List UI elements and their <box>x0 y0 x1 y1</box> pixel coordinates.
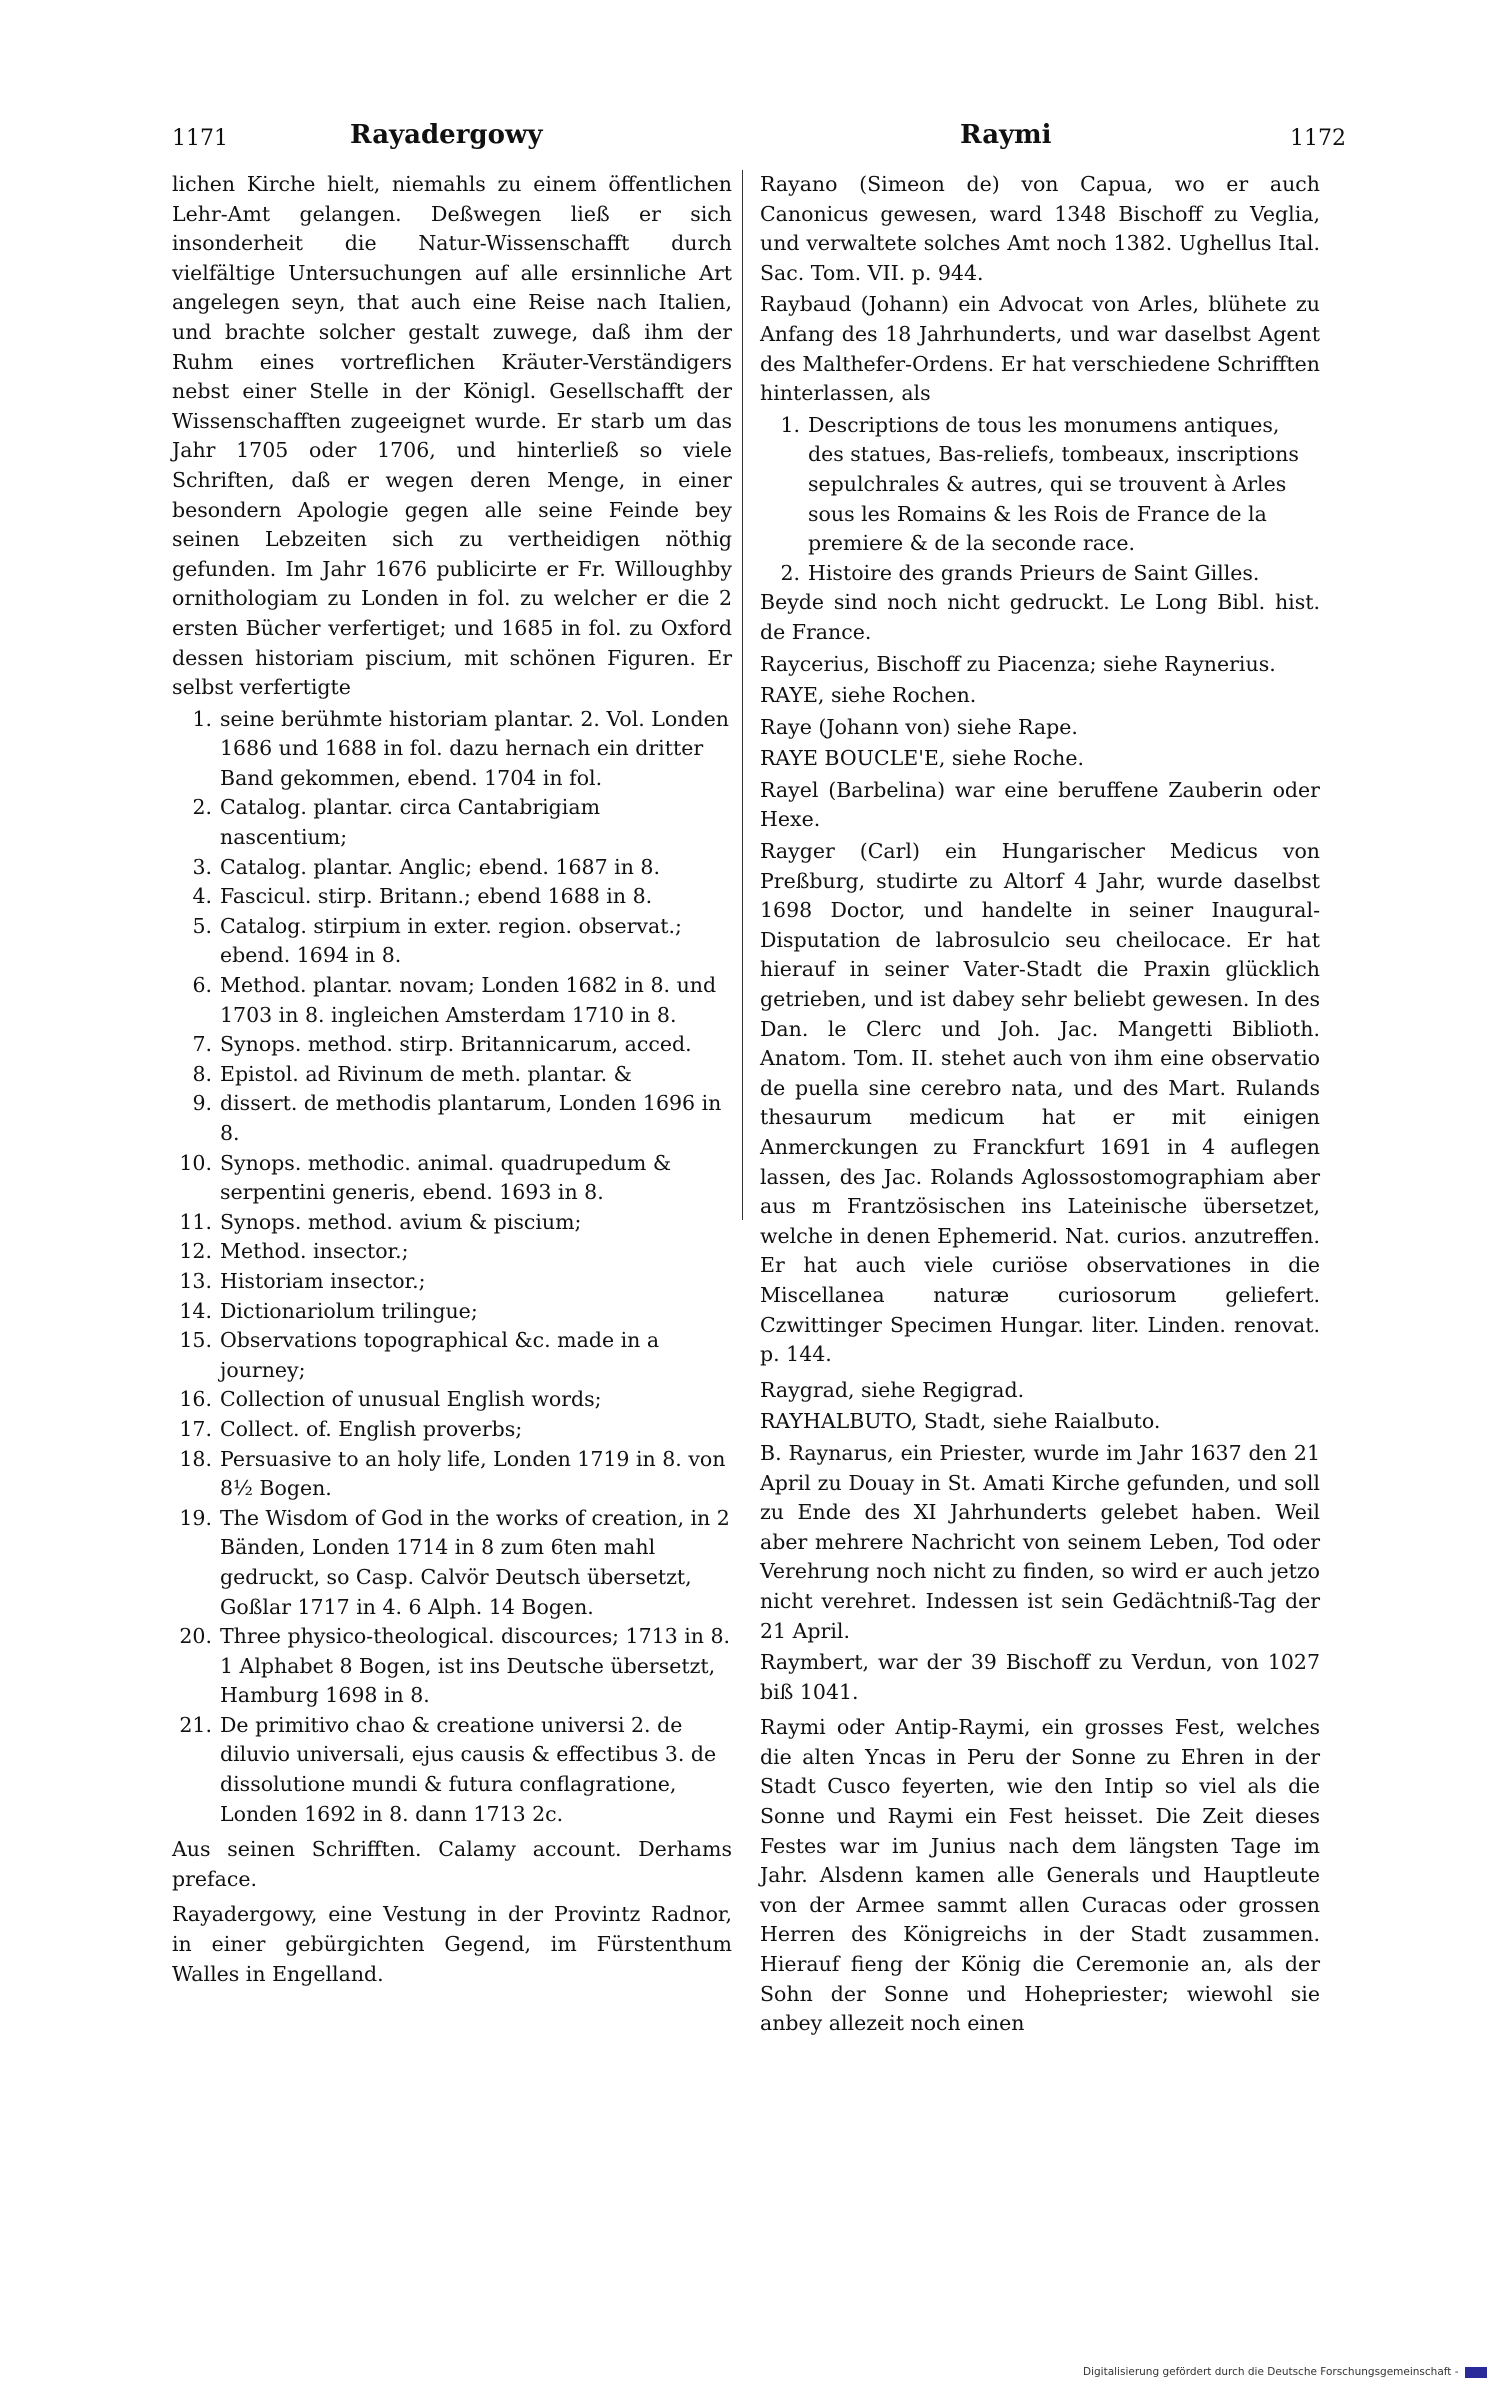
running-title-left: Rayadergowy <box>350 120 543 150</box>
item-text: seine berühmte historiam plantar. 2. Vol. Londen 1686 und 1688 in fol. dazu hernach ein dritter Band gekommen, ebend. 1704 in fol. <box>220 706 729 790</box>
list-item <box>172 705 732 794</box>
entry-raye-johann: Raye (Johann von) siehe Rape. <box>760 714 1078 739</box>
item-text: dissert. de methodis plantarum, Londen 1696 in 8. <box>220 1091 722 1145</box>
left-column <box>172 170 732 1991</box>
entry-raynarus: B. Raynarus, ein Priester, wurde im Jahr 1637 den 21 April zu Douay in St. Amati Kirche gefunden, und soll zu Ende des XI Jahrhunderts gelebet haben. Weil aber mehrere Nachricht von seinem Leben, Tod oder Verehrung noch nicht zu finden, so wird er auch jetzo nicht verehret. Indessen ist sein Gedächtniß-Tag der 21 April. <box>760 1440 1320 1643</box>
item-text: Descriptions de tous les monumens antiques, des statues, Bas-reliefs, tombeaux, inscriptions sepulchrales & autres, qui se trouvent à Arles sous les Romains & les Rois de France de la premiere & de la seconde race. <box>808 412 1299 556</box>
item-number: 9. <box>192 1091 212 1116</box>
item-number: 15. <box>179 1328 212 1353</box>
item-number: 10. <box>179 1150 212 1175</box>
item-text: Synops. method. stirp. Britannicarum, acced. <box>220 1032 692 1057</box>
entry-rayel: Rayel (Barbelina) war eine beruffene Zauberin oder Hexe. <box>760 777 1320 832</box>
item-text: Historiam insector.; <box>220 1268 426 1293</box>
list-item <box>172 1030 732 1060</box>
item-number: 11. <box>179 1209 212 1234</box>
dfg-logo-icon <box>1465 2367 1487 2378</box>
list-item <box>172 1267 732 1297</box>
list-item <box>172 1297 732 1327</box>
item-number: 7. <box>192 1032 212 1057</box>
item-text: Dictionariolum trilingue; <box>220 1298 478 1323</box>
list-item <box>172 1326 732 1385</box>
list-item <box>172 853 732 883</box>
item-text: Catalog. plantar. circa Cantabrigiam nascentium; <box>220 795 601 850</box>
list-item <box>172 912 732 971</box>
item-text: Method. insector.; <box>220 1239 409 1264</box>
entry-raybaud: Raybaud (Johann) ein Advocat von Arles, blühete zu Anfang des 18 Jahrhunderts, und war daselbst Agent des Malthefer-Ordens. Er hat verschiedene Schrifften hinterlassen, als <box>760 292 1320 406</box>
item-text: Collect. of. English proverbs; <box>220 1416 523 1441</box>
item-number: 3. <box>192 854 212 879</box>
page-header <box>160 118 1350 164</box>
list-item <box>172 793 732 852</box>
entry-raye: RAYE, siehe Rochen. <box>760 683 977 708</box>
entry-raycerius: Raycerius, Bischoff zu Piacenza; siehe Raynerius. <box>760 651 1276 676</box>
list-item <box>172 1622 732 1711</box>
item-number: 6. <box>192 973 212 998</box>
list-item <box>172 1445 732 1504</box>
list-item <box>172 1149 732 1208</box>
item-number: 4. <box>192 884 212 909</box>
raybaud-works-list <box>760 411 1320 589</box>
list-item <box>760 559 1320 589</box>
credit-text: Digitalisierung gefördert durch die Deutsche Forschungsgemeinschaft - <box>1083 2366 1459 2378</box>
works-list <box>172 705 732 1830</box>
item-text: Observations topographical &c. made in a journey; <box>220 1328 660 1382</box>
column-divider <box>742 170 743 1220</box>
item-number: 17. <box>179 1416 212 1441</box>
digitization-credit <box>1083 2366 1487 2378</box>
item-number: 21. <box>179 1712 212 1737</box>
entry-raygrad: Raygrad, siehe Regigrad. <box>760 1377 1025 1402</box>
item-number: 2. <box>192 795 212 820</box>
item-number: 18. <box>179 1446 212 1471</box>
item-number: 8. <box>192 1061 212 1086</box>
list-item <box>172 1089 732 1148</box>
item-text: Synops. method. avium & piscium; <box>220 1209 582 1234</box>
item-text: Synops. methodic. animal. quadrupedum & serpentini generis, ebend. 1693 in 8. <box>220 1150 672 1205</box>
sources-line: Aus seinen Schrifften. Calamy account. Derhams preface. <box>172 1837 732 1891</box>
item-number: 5. <box>192 913 212 938</box>
book-page <box>160 118 1350 2268</box>
list-item <box>172 882 732 912</box>
running-title-right: Raymi <box>960 120 1052 150</box>
item-number: 14. <box>179 1298 212 1323</box>
right-column <box>760 170 1320 2041</box>
entry-rayhalbuto: RAYHALBUTO, Stadt, siehe Raialbuto. <box>760 1409 1161 1434</box>
item-number: 20. <box>179 1624 212 1649</box>
list-item <box>172 1415 732 1445</box>
entry-raye-bouclee: RAYE BOUCLE'E, siehe Roche. <box>760 746 1085 771</box>
intro-paragraph: lichen Kirche hielt, niemahls zu einem öffentlichen Lehr-Amt gelangen. Deßwegen ließ er sich insonderheit die Natur-Wissenschafft durch vielfältige Untersuchungen auf alle ersinnliche Art angelegen seyn, that auch eine Reise nach Italien, und brachte solcher gestalt zuwege, daß ihm der Ruhm eines vortreflichen Kräuter-Verständigers nebst einer Stelle in der Königl. Gesellschafft der Wissenschafften zugeeignet wurde. Er starb um das Jahr 1705 oder 1706, und hinterließ so viele Schriften, daß er wegen deren Menge, in einer besondern Apologie gegen alle seine Feinde bey seinen Lebzeiten sich zu vertheidigen nöthig gefunden. Im Jahr 1676 publicirte er Fr. Willoughby ornithologiam zu Londen in fol. zu welcher er die 2 ersten Bücher verfertiget; und 1685 in fol. zu Oxford dessen historiam piscium, mit schönen Figuren. Er selbst verfertigte <box>172 172 732 700</box>
item-text: Epistol. ad Rivinum de meth. plantar. & <box>220 1061 632 1086</box>
entry-rayger: Rayger (Carl) ein Hungarischer Medicus von Preßburg, studirte zu Altorf 4 Jahr, wurde daselbst 1698 Doctor, und handelte in seiner Inaugural-Disputation de labrosulcio seu cheilocace. Er hat hierauf in seiner Vater-Stadt die Praxin glücklich getrieben, und ist dabey sehr beliebt gewesen. In des Dan. le Clerc und Joh. Jac. Mangetti Biblioth. Anatom. Tom. II. stehet auch von ihm eine observatio de puella sine cerebro nata, und des Mart. Rulands thesaurum medicum hat er mit einigen Anmerckungen zu Franckfurt 1691 in 4 auflegen lassen, des Jac. Rolands Aglossostomographiam aber aus m Frantzösischen ins Lateinische übersetzet, welche in denen Ephemerid. Nat. curios. anzutreffen. Er hat auch viele curiöse observationes in die Miscellanea naturæ curiosorum geliefert. Czwittinger Specimen Hungar. liter. Linden. renovat. p. 144. <box>760 839 1320 1367</box>
raybaud-note: Beyde sind noch nicht gedruckt. Le Long Bibl. hist. de France. <box>760 590 1320 644</box>
list-item <box>172 1504 732 1622</box>
item-text: De primitivo chao & creatione universi 2. de diluvio universali, ejus causis & effectibus 3. de dissolutione mundi & futura conflagratione, Londen 1692 in 8. dann 1713 2c. <box>220 1712 717 1826</box>
list-item <box>760 411 1320 559</box>
item-number: 13. <box>179 1268 212 1293</box>
item-text: Three physico-theological. discources; 1713 in 8. 1 Alphabet 8 Bogen, ist ins Deutsche übersetzt, Hamburg 1698 in 8. <box>220 1624 731 1708</box>
item-text: Persuasive to an holy life, Londen 1719 in 8. von 8½ Bogen. <box>220 1446 726 1501</box>
entry-rayadergowy: Rayadergowy, eine Vestung in der Provintz Radnor, in einer gebürgichten Gegend, im Fürstenthum Walles in Engelland. <box>172 1902 732 1986</box>
item-number: 12. <box>179 1239 212 1264</box>
list-item <box>172 1711 732 1829</box>
item-number: 1. <box>780 412 800 437</box>
item-text: The Wisdom of God in the works of creation, in 2 Bänden, Londen 1714 in 8 zum 6ten mahl gedruckt, so Casp. Calvör Deutsch übersetzt, Goßlar 1717 in 4. 6 Alph. 14 Bogen. <box>220 1505 730 1619</box>
item-text: Collection of unusual English words; <box>220 1387 602 1412</box>
item-number: 19. <box>179 1505 212 1530</box>
item-text: Catalog. plantar. Anglic; ebend. 1687 in 8. <box>220 854 660 879</box>
page-number-right: 1172 <box>1290 126 1346 151</box>
list-item <box>172 1208 732 1238</box>
list-item <box>172 1385 732 1415</box>
item-text: Method. plantar. novam; Londen 1682 in 8. und 1703 in 8. ingleichen Amsterdam 1710 in 8. <box>220 973 717 1027</box>
entry-raymi: Raymi oder Antip-Raymi, ein grosses Fest, welches die alten Yncas in Peru der Sonne zu Ehren in der Stadt Cusco feyerten, wie den Intip so viel als die Sonne und Raymi ein Fest heisset. Die Zeit dieses Festes war im Junius nach dem längsten Tage im Jahr. Alsdenn kamen alle Generals und Hauptleute von der Armee sammt allen Curacas oder grossen Herren des Königreichs in der Stadt zusammen. Hierauf fieng der König die Ceremonie an, als der Sohn der Sonne und Hohepriester; wiewohl sie anbey allezeit noch einen <box>760 1715 1320 2036</box>
item-number: 1. <box>192 706 212 731</box>
page-number-left: 1171 <box>172 126 228 151</box>
item-text: Fascicul. stirp. Britann.; ebend 1688 in 8. <box>220 884 653 909</box>
list-item <box>172 971 732 1030</box>
entry-raymbert: Raymbert, war der 39 Bischoff zu Verdun, von 1027 biß 1041. <box>760 1650 1320 1704</box>
list-item <box>172 1237 732 1267</box>
item-text: Catalog. stirpium in exter. region. observat.; ebend. 1694 in 8. <box>220 913 682 968</box>
list-item <box>172 1060 732 1090</box>
item-number: 16. <box>179 1387 212 1412</box>
item-text: Histoire des grands Prieurs de Saint Gilles. <box>808 560 1260 585</box>
item-number: 2. <box>780 560 800 585</box>
entry-rayano: Rayano (Simeon de) von Capua, wo er auch Canonicus gewesen, ward 1348 Bischoff zu Veglia, und verwaltete solches Amt noch 1382. Ughellus Ital. Sac. Tom. VII. p. 944. <box>760 172 1320 285</box>
